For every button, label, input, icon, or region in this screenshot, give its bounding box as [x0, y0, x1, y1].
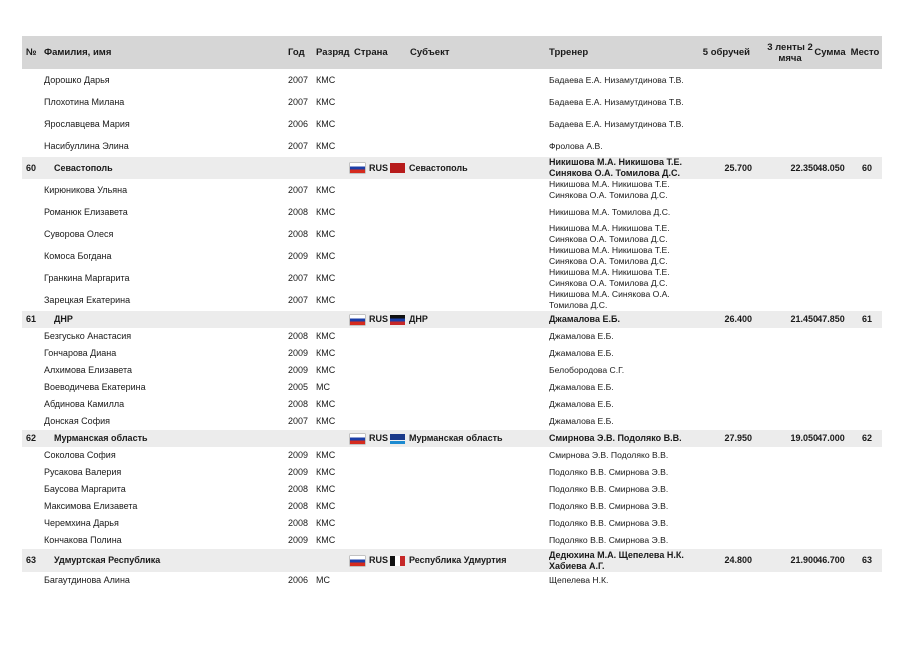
- total-score: 47.850: [817, 314, 845, 324]
- place: 63: [861, 555, 872, 565]
- subject-cell: [390, 549, 540, 572]
- athlete-row: [22, 328, 882, 345]
- score-ribbons-balls: 19.050: [790, 433, 818, 443]
- team-coach: Джамалова Е.Б.: [549, 314, 620, 324]
- athlete-name: Комоса Богдана: [44, 250, 112, 261]
- birth-year: 2009: [288, 365, 309, 375]
- athlete-name: Дорошко Дарья: [44, 74, 110, 85]
- athlete-coach: Щепелева Н.К.: [549, 575, 609, 585]
- results-table: [22, 36, 882, 589]
- athlete-name: Ярославцева Мария: [44, 118, 130, 129]
- score-hoops: 26.400: [724, 314, 752, 324]
- team-name: Удмуртская Республика: [54, 555, 161, 565]
- athlete-coach: Подоляко В.В. Смирнова Э.В.: [549, 467, 669, 477]
- subject-name: Мурманская область: [409, 433, 503, 443]
- athlete-coach: Джамалова Е.Б.: [549, 399, 614, 409]
- birth-year: 2007: [288, 294, 309, 305]
- place: 61: [861, 314, 872, 324]
- header-num: №: [26, 47, 37, 58]
- athlete-row: [22, 345, 882, 362]
- team-row: [22, 157, 882, 179]
- athlete-coach: Никишова М.А. Никишова Т.Е. Синякова О.А. Томилова Д.С.: [549, 223, 670, 244]
- athlete-coach: Подоляко В.В. Смирнова Э.В.: [549, 535, 669, 545]
- sport-rank: МС: [316, 575, 330, 585]
- sport-rank: КМС: [316, 184, 336, 195]
- country-code: RUS: [369, 555, 389, 565]
- sport-rank: КМС: [316, 74, 336, 85]
- russia-flag-icon: [350, 434, 365, 444]
- athlete-coach: Джамалова Е.Б.: [549, 382, 614, 392]
- athlete-row: [22, 245, 882, 267]
- sport-rank: КМС: [316, 518, 336, 528]
- header-country: Страна: [354, 47, 388, 58]
- athlete-row: [22, 464, 882, 481]
- athlete-coach: Никишова М.А. Никишова Т.Е. Синякова О.А. Томилова Д.С.: [549, 245, 670, 266]
- sport-rank: КМС: [316, 206, 336, 217]
- team-coach: Дедюхина М.А. Щепелева Н.К. Хабиева А.Г.: [549, 549, 684, 571]
- athlete-coach: Смирнова Э.В. Подоляко В.В.: [549, 450, 669, 460]
- athlete-name: Донская София: [44, 416, 110, 426]
- athlete-coach: Бадаева Е.А. Низамутдинова Т.В.: [549, 118, 684, 129]
- sport-rank: КМС: [316, 535, 336, 545]
- country-code: RUS: [369, 433, 389, 443]
- score-ribbons-balls: 21.450: [790, 314, 818, 324]
- athlete-name: Насибуллина Элина: [44, 140, 129, 151]
- table-header: [22, 36, 882, 69]
- sevastopol-flag-icon: [390, 163, 405, 173]
- subject-name: Республика Удмуртия: [409, 555, 507, 565]
- udmurtia-flag-icon: [390, 556, 405, 566]
- sport-rank: КМС: [316, 399, 336, 409]
- sport-rank: КМС: [316, 250, 336, 261]
- athlete-name: Гончарова Диана: [44, 348, 117, 358]
- total-score: 47.000: [817, 433, 845, 443]
- athlete-name: Максимова Елизавета: [44, 501, 138, 511]
- athlete-row: [22, 91, 882, 113]
- header-score-hoops: 5 обручей: [702, 47, 750, 58]
- athlete-name: Багаутдинова Алина: [44, 575, 130, 585]
- birth-year: 2008: [288, 399, 309, 409]
- russia-flag-icon: [350, 556, 365, 566]
- athlete-coach: Подоляко В.В. Смирнова Э.В.: [549, 518, 669, 528]
- athlete-row: [22, 113, 882, 135]
- sport-rank: КМС: [316, 416, 336, 426]
- russia-flag-icon: [350, 315, 365, 325]
- athlete-coach: Подоляко В.В. Смирнова Э.В.: [549, 484, 669, 494]
- birth-year: 2008: [288, 484, 309, 494]
- birth-year: 2006: [288, 118, 309, 129]
- athlete-name: Баусова Маргарита: [44, 484, 126, 494]
- sport-rank: КМС: [316, 331, 336, 341]
- athlete-row: [22, 223, 882, 245]
- place: 62: [861, 433, 872, 443]
- birth-year: 2009: [288, 450, 309, 460]
- birth-year: 2007: [288, 74, 309, 85]
- athlete-name: Романюк Елизавета: [44, 206, 128, 217]
- athlete-coach: Никишова М.А. Синякова О.А. Томилова Д.С.: [549, 289, 670, 310]
- athlete-coach: Джамалова Е.Б.: [549, 331, 614, 341]
- athlete-name: Кирюникова Ульяна: [44, 184, 128, 195]
- header-coach: Трренер: [549, 47, 589, 58]
- birth-year: 2007: [288, 96, 309, 107]
- birth-year: 2007: [288, 184, 309, 195]
- sport-rank: КМС: [316, 501, 336, 511]
- header-place: Место: [850, 47, 880, 58]
- athlete-coach: Подоляко В.В. Смирнова Э.В.: [549, 501, 669, 511]
- athlete-coach: Никишова М.А. Томилова Д.С.: [549, 206, 671, 217]
- subject-cell: [390, 311, 540, 328]
- place: 60: [861, 162, 872, 173]
- team-name: ДНР: [54, 314, 73, 324]
- athlete-name: Безгусько Анастасия: [44, 331, 132, 341]
- athlete-name: Абдинова Камилла: [44, 399, 125, 409]
- team-row: [22, 549, 882, 572]
- birth-year: 2009: [288, 535, 309, 545]
- header-rank: Разряд: [316, 47, 350, 58]
- athlete-row: [22, 447, 882, 464]
- sport-rank: КМС: [316, 484, 336, 494]
- athlete-name: Черемхина Дарья: [44, 518, 119, 528]
- sport-rank: КМС: [316, 228, 336, 239]
- birth-year: 2008: [288, 518, 309, 528]
- table-body: [22, 69, 882, 589]
- subject-name: ДНР: [409, 314, 428, 324]
- birth-year: 2008: [288, 501, 309, 511]
- header-year: Год: [288, 47, 305, 58]
- birth-year: 2006: [288, 575, 309, 585]
- athlete-coach: Бадаева Е.А. Низамутдинова Т.В.: [549, 96, 684, 107]
- athlete-name: Гранкина Маргарита: [44, 272, 130, 283]
- header-sum: Сумма: [814, 47, 846, 58]
- sport-rank: КМС: [316, 365, 336, 375]
- sport-rank: МС: [316, 382, 330, 392]
- subject-cell: [390, 430, 540, 447]
- subject-cell: [390, 157, 540, 179]
- birth-year: 2007: [288, 416, 309, 426]
- athlete-row: [22, 413, 882, 430]
- athlete-name: Воеводичева Екатерина: [44, 382, 146, 392]
- athlete-coach: Никишова М.А. Никишова Т.Е. Синякова О.А. Томилова Д.С.: [549, 267, 670, 288]
- athlete-coach: Белобородова С.Г.: [549, 365, 625, 375]
- total-score: 48.050: [817, 162, 845, 173]
- athlete-row: [22, 396, 882, 413]
- athlete-row: [22, 379, 882, 396]
- sport-rank: КМС: [316, 467, 336, 477]
- athlete-row: [22, 69, 882, 91]
- team-coach: Смирнова Э.В. Подоляко В.В.: [549, 433, 682, 443]
- athlete-row: [22, 201, 882, 223]
- header-subject: Субъект: [410, 47, 450, 58]
- sport-rank: КМС: [316, 450, 336, 460]
- sport-rank: КМС: [316, 294, 336, 305]
- birth-year: 2007: [288, 140, 309, 151]
- team-coach: Никишова М.А. Никишова Т.Е. Синякова О.А. Томилова Д.С.: [549, 157, 682, 178]
- athlete-coach: Джамалова Е.Б.: [549, 348, 614, 358]
- sport-rank: КМС: [316, 96, 336, 107]
- team-number: 63: [26, 555, 37, 565]
- athlete-row: [22, 515, 882, 532]
- athlete-name: Соколова София: [44, 450, 116, 460]
- athlete-row: [22, 532, 882, 549]
- athlete-row: [22, 498, 882, 515]
- score-ribbons-balls: 22.350: [790, 162, 818, 173]
- sport-rank: КМС: [316, 272, 336, 283]
- birth-year: 2009: [288, 348, 309, 358]
- sport-rank: КМС: [316, 348, 336, 358]
- athlete-row: [22, 267, 882, 289]
- team-row: [22, 311, 882, 328]
- athlete-name: Русакова Валерия: [44, 467, 122, 477]
- birth-year: 2008: [288, 331, 309, 341]
- score-ribbons-balls: 21.900: [790, 555, 818, 565]
- athlete-row: [22, 179, 882, 201]
- country-code: RUS: [369, 314, 389, 324]
- murmansk-flag-icon: [390, 434, 405, 444]
- athlete-row: [22, 572, 882, 589]
- sport-rank: КМС: [316, 140, 336, 151]
- subject-name: Севастополь: [409, 162, 468, 173]
- birth-year: 2005: [288, 382, 309, 392]
- birth-year: 2007: [288, 272, 309, 283]
- team-row: [22, 430, 882, 447]
- team-number: 60: [26, 162, 37, 173]
- team-number: 61: [26, 314, 37, 324]
- athlete-coach: Джамалова Е.Б.: [549, 416, 614, 426]
- athlete-coach: Фролова А.В.: [549, 140, 603, 151]
- athlete-row: [22, 481, 882, 498]
- athlete-coach: Бадаева Е.А. Низамутдинова Т.В.: [549, 74, 684, 85]
- team-name: Мурманская область: [54, 433, 148, 443]
- athlete-name: Алхимова Елизавета: [44, 365, 132, 375]
- dnr-flag-icon: [390, 315, 405, 325]
- score-hoops: 24.800: [724, 555, 752, 565]
- team-number: 62: [26, 433, 37, 443]
- team-name: Севастополь: [54, 162, 113, 173]
- birth-year: 2008: [288, 228, 309, 239]
- score-hoops: 25.700: [724, 162, 752, 173]
- birth-year: 2009: [288, 250, 309, 261]
- birth-year: 2008: [288, 206, 309, 217]
- country-code: RUS: [369, 162, 389, 173]
- russia-flag-icon: [350, 163, 365, 173]
- athlete-row: [22, 362, 882, 379]
- total-score: 46.700: [817, 555, 845, 565]
- athlete-row: [22, 135, 882, 157]
- athlete-row: [22, 289, 882, 311]
- athlete-name: Зарецкая Екатерина: [44, 294, 131, 305]
- sport-rank: КМС: [316, 118, 336, 129]
- athlete-name: Суворова Олеся: [44, 228, 114, 239]
- header-score-ribbons-balls: 3 ленты 2 мяча: [767, 41, 813, 64]
- athlete-name: Плохотина Милана: [44, 96, 125, 107]
- birth-year: 2009: [288, 467, 309, 477]
- header-name: Фамилия, имя: [44, 47, 112, 58]
- score-hoops: 27.950: [724, 433, 752, 443]
- athlete-coach: Никишова М.А. Никишова Т.Е. Синякова О.А. Томилова Д.С.: [549, 179, 670, 200]
- athlete-name: Кончакова Полина: [44, 535, 122, 545]
